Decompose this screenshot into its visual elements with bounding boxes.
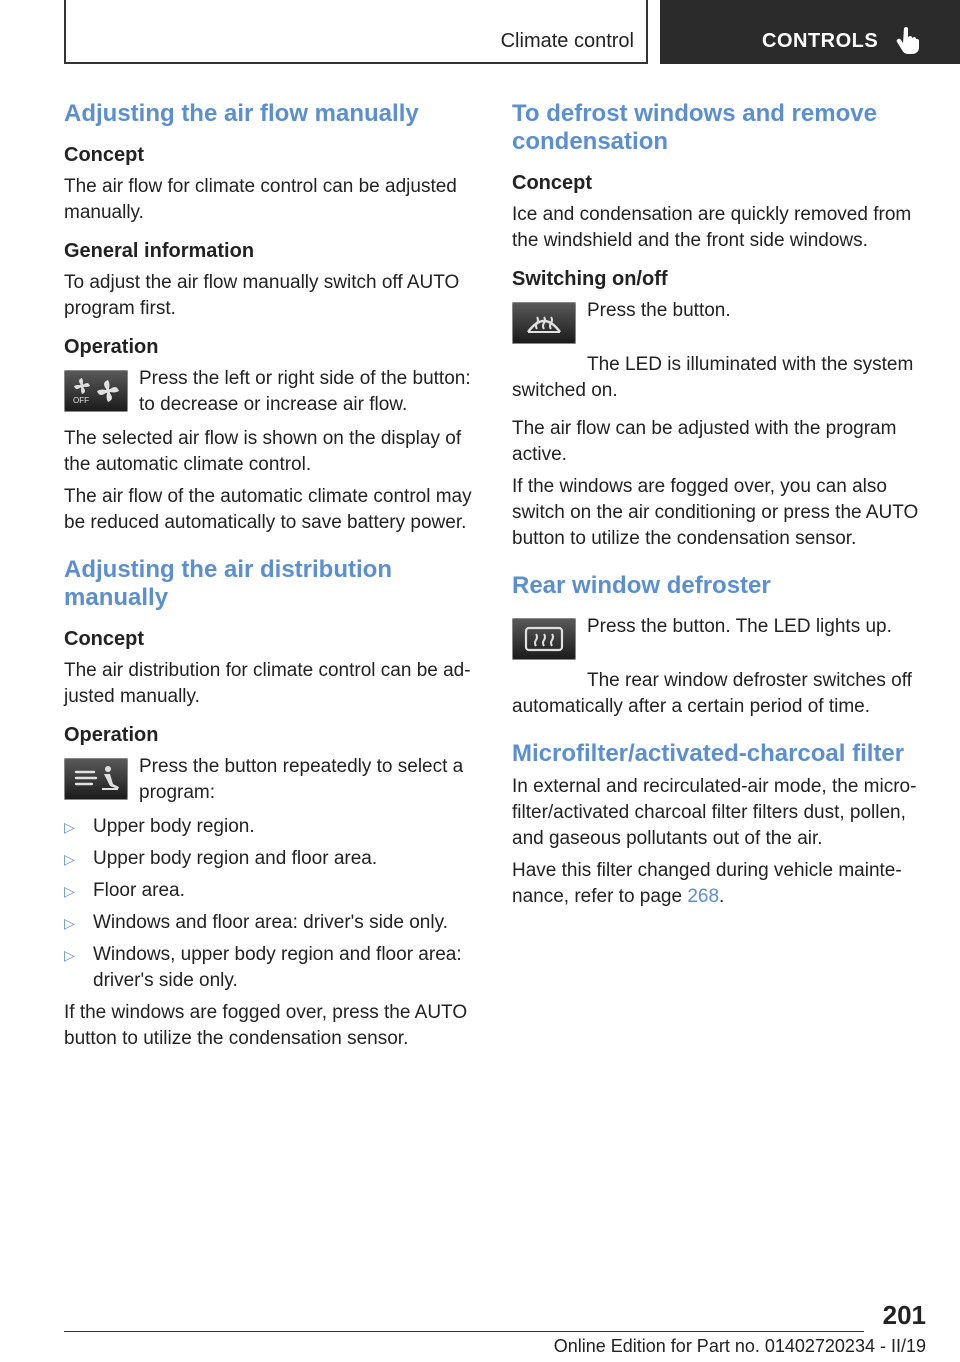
- triangle-bullet-icon: ▷: [64, 851, 75, 867]
- paragraph: Press the button repeatedly to select a program:: [139, 756, 464, 803]
- list-item: ▷ Windows and floor area: driver's side only.: [64, 910, 478, 936]
- section-defrost: [512, 100, 926, 552]
- paragraph: The air flow can be adjusted with the program active.: [512, 418, 897, 465]
- subheading-concept: Concept: [64, 144, 144, 166]
- paragraph: The air flow of the automatic climate control may be reduced automatically to save battery power.: [64, 486, 472, 533]
- fan-icon: [64, 370, 128, 412]
- windshield-defrost-icon: [512, 302, 576, 344]
- rear-window-defrost-icon: [512, 618, 576, 660]
- paragraph: Ice and condensation are quickly removed from the windshield and the front side windows.: [512, 204, 912, 251]
- list-item: ▷ Upper body region.: [64, 814, 478, 840]
- subheading-switching: Switching on/off: [512, 268, 668, 290]
- paragraph: Have this filter changed during vehicle mainte‐nance, refer to page 268.: [512, 860, 902, 907]
- right-column: [512, 100, 926, 930]
- list-item: ▷ Windows, upper body region and floor area: driver's side only.: [64, 944, 462, 991]
- heading-defrost: To defrost windows and remove condensation: [512, 100, 877, 155]
- footer-divider: [64, 1331, 864, 1332]
- svg-text:OFF: OFF: [73, 396, 89, 405]
- program-list: [64, 814, 478, 994]
- triangle-bullet-icon: ▷: [64, 883, 75, 899]
- list-item: ▷ Upper body region and floor area.: [64, 846, 478, 872]
- section-air-flow: [64, 100, 478, 536]
- heading-rear-defroster: Rear window defroster: [512, 572, 771, 599]
- header-chapter-label: CONTROLS: [762, 30, 879, 52]
- paragraph: The selected air flow is shown on the display of the automatic climate control.: [64, 428, 462, 475]
- button-row-fan: [64, 366, 478, 418]
- page-number: 201: [882, 1300, 926, 1330]
- paragraph: The air flow for climate control can be adjusted manually.: [64, 176, 457, 223]
- rear-defrost-button-image: [512, 618, 576, 660]
- button-row-defrost: [512, 298, 926, 350]
- section-air-distribution: [64, 556, 478, 1052]
- air-distribution-icon: [64, 758, 128, 800]
- fan-speed-button-image: [64, 370, 128, 412]
- heading-air-flow: Adjusting the air flow manually: [64, 100, 419, 127]
- left-column: [64, 100, 478, 1072]
- heading-microfilter: Microfilter/activated-charcoal filter: [512, 740, 905, 767]
- paragraph: The LED is illuminated with the system switched on.: [512, 354, 914, 401]
- paragraph: In external and recirculated-air mode, the micro‐filter/activated charcoal filter filters dust, pollen, and gaseous pollutants out of the air.: [512, 776, 917, 849]
- button-row-rear-defrost: [512, 614, 926, 666]
- header-section-title: Climate control: [500, 30, 634, 52]
- windshield-defrost-button-image: [512, 302, 576, 344]
- paragraph: Press the button. The LED lights up.: [587, 616, 892, 637]
- section-microfilter: [512, 740, 926, 910]
- triangle-bullet-icon: ▷: [64, 915, 75, 931]
- triangle-bullet-icon: ▷: [64, 947, 75, 963]
- paragraph: Press the button.: [587, 300, 731, 321]
- footer-edition: Online Edition for Part no. 01402720234 - II/19: [553, 1336, 926, 1356]
- header-section-box: [64, 0, 648, 64]
- paragraph: To adjust the air flow manually switch off AUTO program first.: [64, 272, 460, 319]
- triangle-bullet-icon: ▷: [64, 819, 75, 835]
- subheading-operation: Operation: [64, 336, 159, 358]
- section-rear-defroster: [512, 572, 926, 720]
- header-chapter-box: [660, 0, 960, 64]
- heading-air-distribution: Adjusting the air distribution manually: [64, 556, 392, 611]
- button-row-distribution: [64, 754, 478, 806]
- subheading-concept: Concept: [64, 628, 144, 650]
- paragraph: If the windows are fogged over, press the AUTO button to utilize the condensation sensor.: [64, 1002, 468, 1049]
- paragraph: The rear window defroster switches off automatically after a certain period of time.: [512, 670, 912, 717]
- subheading-general-information: General information: [64, 240, 255, 262]
- paragraph: If the windows are fogged over, you can also switch on the air conditioning or press the AUTO button to utilize the condensation sensor.: [512, 476, 919, 549]
- paragraph: Press the left or right side of the button: to decrease or increase air flow.: [139, 368, 471, 415]
- paragraph: The air distribution for climate control can be ad‐justed manually.: [64, 660, 471, 707]
- list-item: ▷ Floor area.: [64, 878, 478, 904]
- air-distribution-button-image: [64, 758, 128, 800]
- subheading-operation: Operation: [64, 724, 159, 746]
- page-reference-link[interactable]: 268: [687, 886, 720, 907]
- hand-pointer-icon: [896, 26, 920, 54]
- subheading-concept: Concept: [512, 172, 592, 194]
